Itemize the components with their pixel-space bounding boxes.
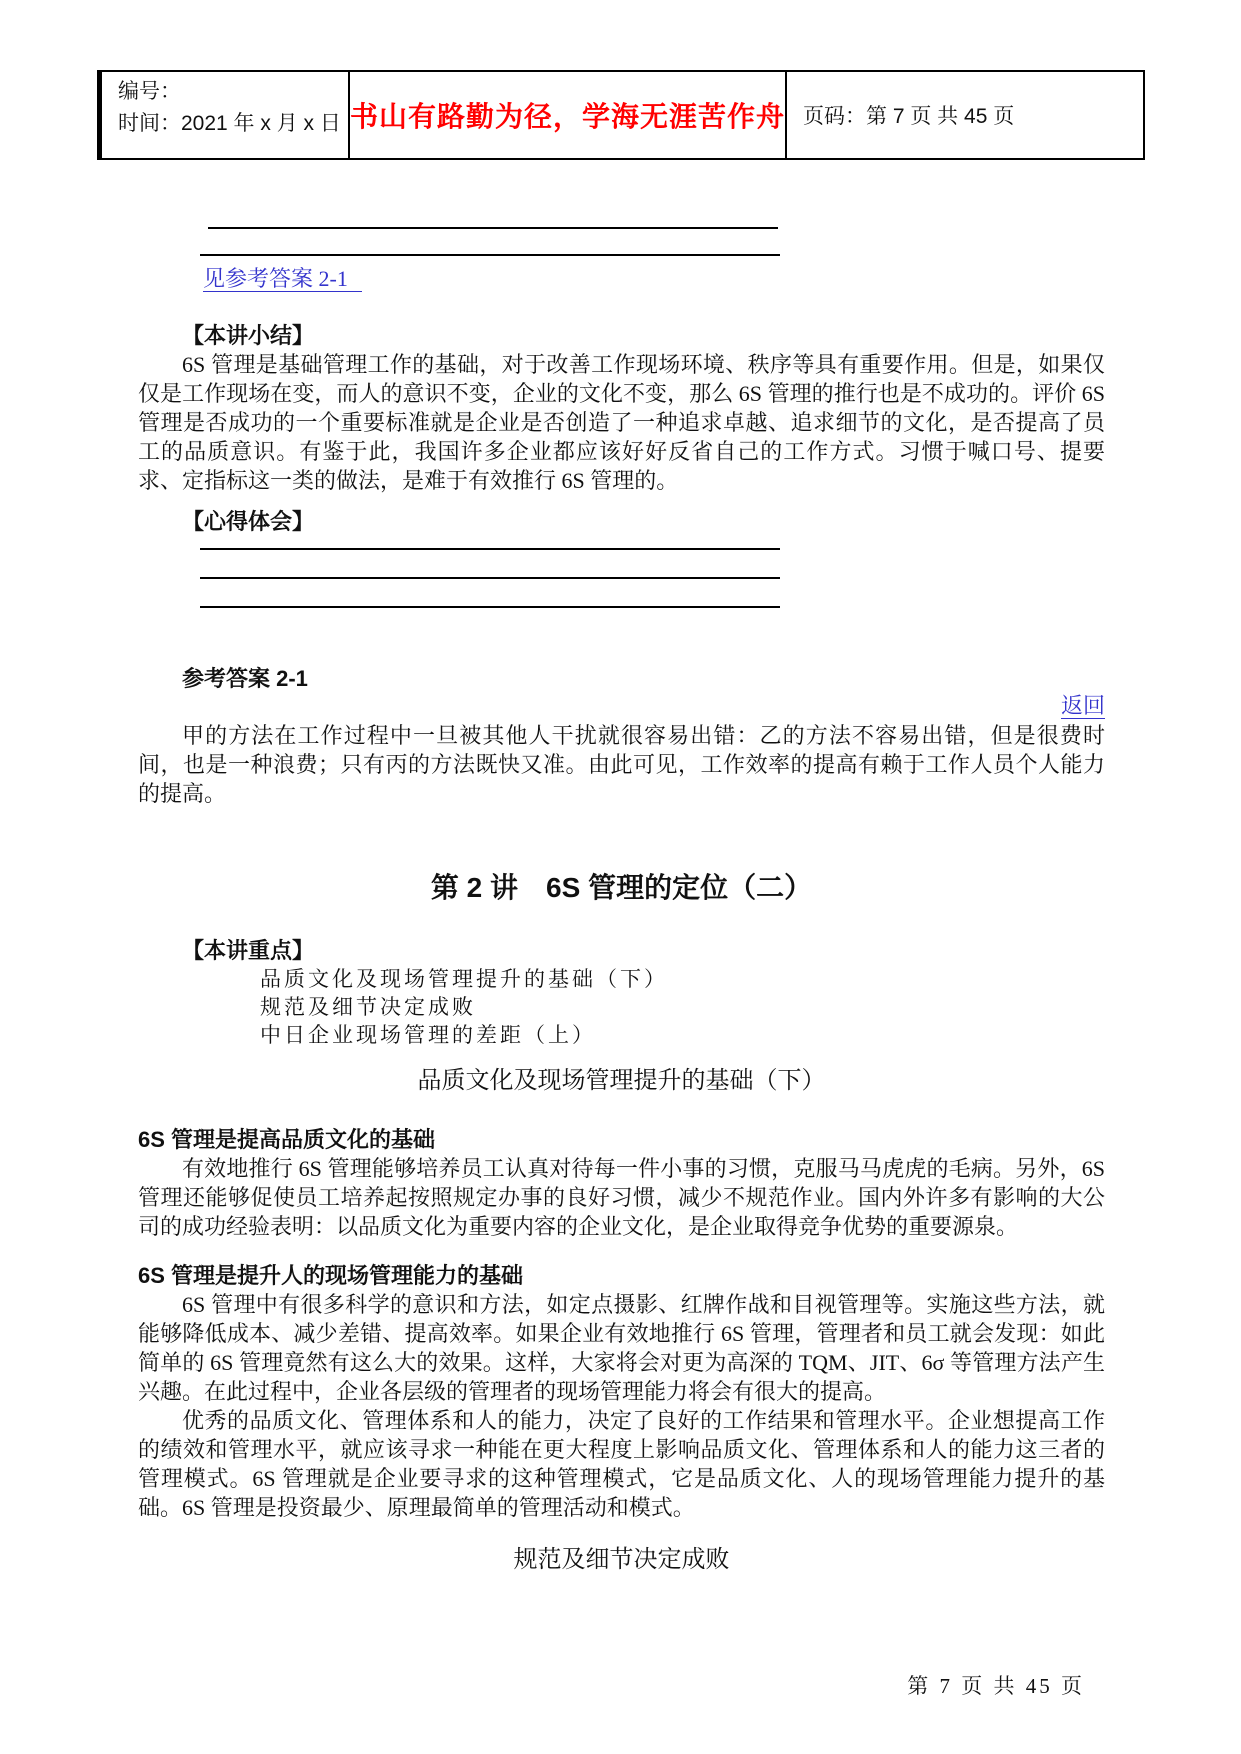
- header-page-info: 页码：第 7 页 共 45 页: [803, 105, 1015, 128]
- keypoints-heading: 【本讲重点】: [182, 938, 315, 963]
- header-number-label: 编号：: [118, 80, 181, 103]
- header-page-cell: [787, 72, 1143, 158]
- keypoint-item: 规范及细节决定成败: [260, 995, 476, 1019]
- blank-underline: [200, 536, 780, 550]
- summary-heading: 【本讲小结】: [182, 323, 315, 348]
- reference-answer-link-row: [203, 264, 1105, 293]
- header-motto: 书山有路勤为径，学海无涯苦作舟: [350, 102, 786, 133]
- section1-title: 品质文化及现场管理提升的基础（下）: [417, 1067, 826, 1094]
- header-date-label: 时间：2021 年 x 月 x 日: [118, 112, 341, 135]
- sub1-paragraph: 有效地推行 6S 管理能够培养员工认真对待每一件小事的习惯，克服马马虎虎的毛病。另外，6S 管理还能够促使员工培养起按照规定办事的良好习惯，减少不规范作业。国内外许多有影响的大公司的成功经验表明：以品质文化为重要内容的企业文化，是企业取得竞争优势的重要源泉。: [138, 1156, 1105, 1239]
- answer-paragraph: 甲的方法在工作过程中一旦被其他人干扰就很容易出错：乙的方法不容易出错，但是很费时间，也是一种浪费；只有丙的方法既快又准。由此可见，工作效率的提高有赖于工作人员个人能力的提高。: [138, 723, 1105, 806]
- blank-underline: [200, 229, 780, 256]
- reflection-heading: 【心得体会】: [182, 509, 315, 534]
- reference-answer-link[interactable]: 见参考答案 2-1: [203, 266, 362, 292]
- blank-underline: [200, 550, 780, 579]
- keypoint-item: 中日企业现场管理的差距（上）: [260, 1023, 596, 1047]
- document-body: [138, 212, 1105, 1576]
- header-table: [97, 70, 1145, 160]
- blank-underline: [200, 579, 780, 608]
- sub1-heading: 6S 管理是提高品质文化的基础: [138, 1127, 436, 1152]
- footer-page-info: 第 7 页 共 45 页: [907, 1674, 1085, 1698]
- lecture-title: 第 2 讲 6S 管理的定位（二）: [430, 872, 813, 903]
- sub2-paragraph-1: 6S 管理中有很多科学的意识和方法，如定点摄影、红牌作战和目视管理等。实施这些方法，就能够降低成本、减少差错、提高效率。如果企业有效地推行 6S 管理，管理者和员工就会发现：如此简单的 6S 管理竟然有这么大的效果。这样，大家将会对更为高深的 TQM、JIT、6σ 等管理方法产生兴趣。在此过程中，企业各层级的管理者的现场管理能力将会有很大的提高。: [138, 1292, 1105, 1404]
- sub2-heading: 6S 管理是提升人的现场管理能力的基础: [138, 1263, 524, 1288]
- sub2-paragraph-2: 优秀的品质文化、管理体系和人的能力，决定了良好的工作结果和管理水平。企业想提高工作的绩效和管理水平，就应该寻求一种能在更大程度上影响品质文化、管理体系和人的能力这三者的管理模式。6S 管理就是企业要寻求的这种管理模式，它是品质文化、人的现场管理能力提升的基础。6S 管理是投资最少、原理最简单的管理活动和模式。: [138, 1408, 1105, 1520]
- back-link-row: [138, 693, 1105, 719]
- header-motto-cell: [350, 72, 787, 158]
- section2-title: 规范及细节决定成败: [513, 1546, 730, 1573]
- keypoint-item: 品质文化及现场管理提升的基础（下）: [260, 967, 668, 991]
- header-left-cell: [102, 72, 350, 158]
- answer-heading: 参考答案 2-1: [182, 666, 308, 691]
- blank-underline: [208, 212, 778, 229]
- summary-paragraph: 6S 管理是基础管理工作的基础，对于改善工作现场环境、秩序等具有重要作用。但是，如果仅仅是工作现场在变，而人的意识不变，企业的文化不变，那么 6S 管理的推行也是不成功的。评价 6S 管理是否成功的一个重要标准就是企业是否创造了一种追求卓越、追求细节的文化，是否提高了员工的品质意识。有鉴于此，我国许多企业都应该好好反省自己的工作方式。习惯于喊口号、提要求、定指标这一类的做法，是难于有效推行 6S 管理的。: [138, 352, 1105, 493]
- back-link[interactable]: 返回: [1060, 693, 1105, 718]
